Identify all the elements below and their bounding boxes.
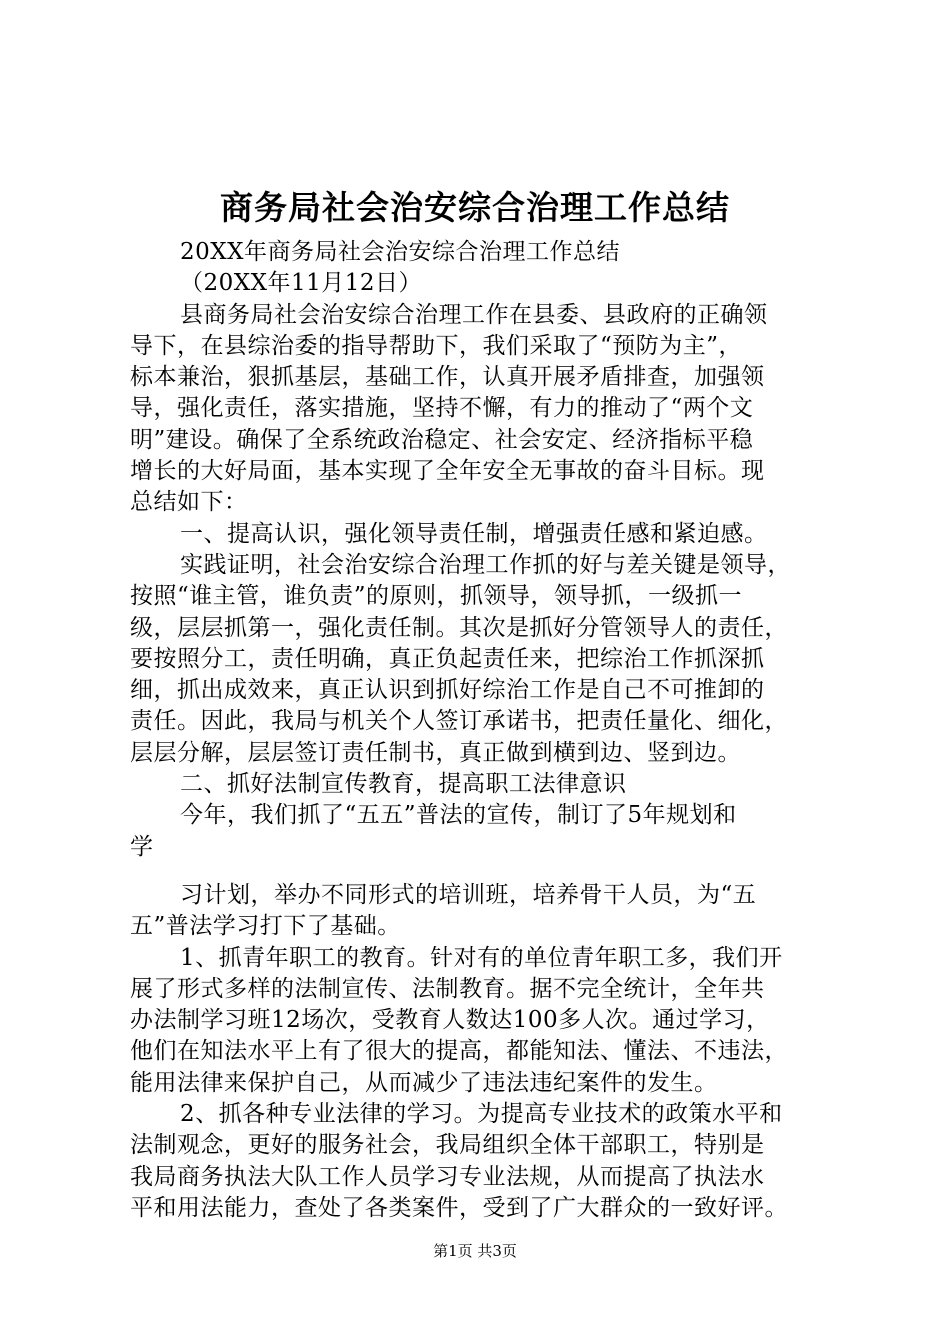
text-line: 级，层层抓第一，强化责任制。其次是抓好分管领导人的责任， — [130, 614, 788, 641]
text-line: 习计划，举办不同形式的培训班，培养骨干人员，为“五 — [180, 881, 757, 908]
text-line: 县商务局社会治安综合治理工作在县委、县政府的正确领 — [180, 301, 768, 328]
text-line: 责任。因此，我局与机关个人签订承诺书，把责任量化、细化， — [130, 708, 788, 735]
text-line: 今年，我们抓了“五五”普法的宣传，制订了5年规划和 — [180, 802, 737, 829]
text-line: 标本兼治，狠抓基层，基础工作，认真开展矛盾排查，加强领 — [130, 364, 765, 391]
text-line: 法制观念，更好的服务社会，我局组织全体干部职工，特别是 — [130, 1132, 765, 1159]
text-line: 2、抓各种专业法律的学习。为提高专业技术的政策水平和 — [180, 1101, 783, 1128]
text-line: 五”普法学习打下了基础。 — [130, 913, 401, 940]
text-line: 1、抓青年职工的教育。针对有的单位青年职工多，我们开 — [180, 944, 783, 971]
date-line: （20XX年11月12日） — [180, 270, 423, 297]
document-body — [130, 237, 852, 1224]
text-line: 导下，在县综治委的指导帮助下，我们采取了“预防为主”， — [130, 332, 743, 359]
text-line: 展了形式多样的法制宣传、法制教育。据不完全统计，全年共 — [130, 975, 765, 1002]
document-title: 商务局社会治安综合治理工作总结 — [220, 188, 730, 227]
text-line: 明”建设。确保了全系统政治稳定、社会安定、经济指标平稳 — [130, 426, 754, 453]
text-line: 细，抓出成效来，真正认识到抓好综治工作是自己不可推卸的 — [130, 677, 765, 704]
page-number: 第1页 共3页 — [433, 1242, 517, 1260]
text-line: 我局商务执法大队工作人员学习专业法规，从而提高了执法水 — [130, 1163, 765, 1190]
text-line: 办法制学习班12场次，受教育人数达100多人次。通过学习， — [130, 1007, 770, 1034]
text-line: 平和用法能力，查处了各类案件，受到了广大群众的一致好评。 — [130, 1194, 788, 1221]
text-line: 增长的大好局面，基本实现了全年安全无事故的奋斗目标。现 — [130, 458, 765, 485]
text-line: 总结如下： — [130, 489, 248, 516]
paragraph-gap — [130, 863, 852, 880]
subtitle-line: 20XX年商务局社会治安综合治理工作总结 — [180, 239, 621, 265]
text-line: 学 — [130, 833, 154, 860]
text-line: 能用法律来保护自己，从而减少了违法违纪案件的发生。 — [130, 1069, 718, 1096]
text-line: 实践证明，社会治安综合治理工作抓的好与差关键是领导， — [180, 551, 791, 578]
text-line: 要按照分工，责任明确，真正负起责任来，把综治工作抓深抓 — [130, 645, 765, 672]
text-line: 按照“谁主管，谁负责”的原则，抓领导，领导抓，一级抓一 — [130, 583, 743, 610]
text-line: 层层分解，层层签订责任制书，真正做到横到边、竖到边。 — [130, 739, 741, 766]
text-line: 导，强化责任，落实措施，坚持不懈，有力的推动了“两个文 — [130, 395, 754, 422]
section-heading: 二、抓好法制宣传教育，提高职工法律意识 — [180, 771, 627, 798]
text-line: 他们在知法水平上有了很大的提高，都能知法、懂法、不违法， — [130, 1038, 788, 1065]
section-heading: 一、提高认识，强化领导责任制，增强责任感和紧迫感。 — [180, 520, 768, 547]
